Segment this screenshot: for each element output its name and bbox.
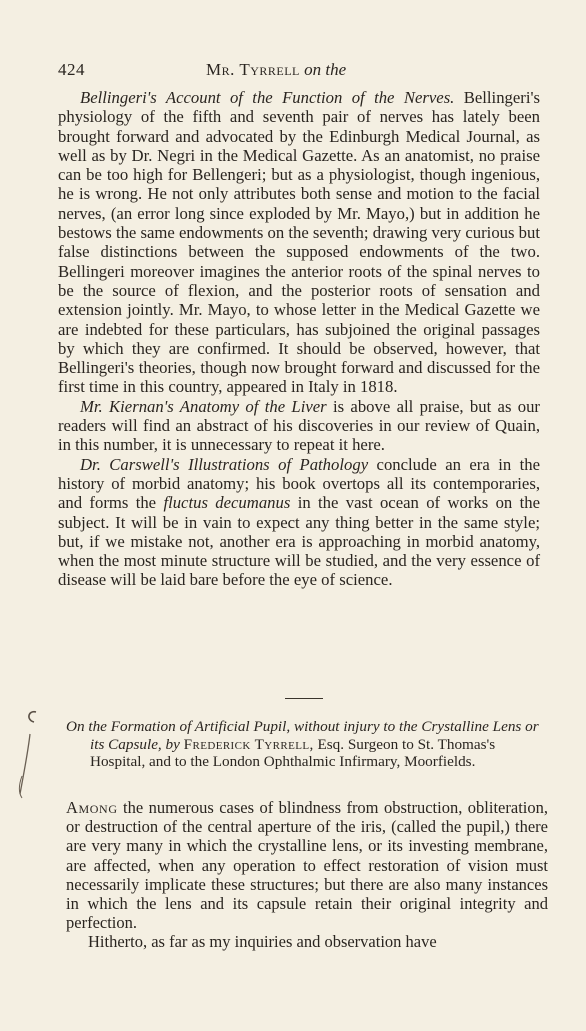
article-title: On the Formation of Artificial Pupil, without injury to the Crystalline Lens or its Capsule, by bbox=[66, 718, 539, 753]
article-author-affiliation: Esq. Surgeon to St. Thomas's Hospital, and to the London Ophthalmic Infirmary, Moorfields. bbox=[90, 735, 496, 771]
article-author: Frederick Tyrrell, bbox=[183, 735, 314, 753]
article-paragraph bbox=[66, 798, 548, 932]
article-citation bbox=[66, 718, 548, 771]
paragraph-lead: Mr. Kiernan's Anatomy of the Liver bbox=[80, 396, 327, 416]
paragraph-text: Hitherto, as far as my inquiries and observation have bbox=[88, 932, 437, 952]
review-notices bbox=[58, 88, 540, 590]
paragraph-text: in the vast ocean of works on the subject. It will be in vain to expect any thing better in the same style; but, if we mistake not, another era is approaching in morbid anatomy, when the most minute structure will be studied, and the very essence of disease will be laid bare before the eye of science. bbox=[58, 493, 540, 590]
article-body bbox=[66, 798, 548, 952]
paragraph-bellingeri bbox=[58, 88, 540, 397]
paragraph-carswell bbox=[58, 455, 540, 590]
paragraph-lead-caps: Among bbox=[66, 798, 118, 817]
running-title-name: Mr. Tyrrell bbox=[206, 60, 300, 79]
running-title bbox=[206, 60, 346, 80]
paragraph-text: is above all praise, but as our readers will find an abstract of his discoveries in our review of Quain, in this number, it is unnecessary to repeat it here. bbox=[58, 396, 540, 455]
paragraph-text: conclude an era in the history of morbid anatomy; his book overtops all its contemporaries, and forms the bbox=[58, 454, 540, 513]
paragraph-lead: Bellingeri's Account of the Function of the Nerves. bbox=[80, 88, 455, 107]
article-heading bbox=[66, 718, 548, 771]
running-title-suffix: on the bbox=[304, 60, 347, 79]
paragraph-text: the numerous cases of blindness from obstruction, obliteration, or destruction of the central aperture of the iris, (called the pupil,) there are very many in which the crystalline lens, or its investing membrane, are affected, when any operation to effect restoration of vision must necessarily implicate these structures; but there are also many instances in which the lens and its capsule retain their original integrity and perfection. bbox=[66, 798, 548, 933]
paragraph-kiernan bbox=[58, 397, 540, 455]
page-number: 424 bbox=[58, 60, 85, 79]
article-paragraph bbox=[66, 932, 548, 951]
running-header bbox=[58, 60, 548, 84]
paragraph-text: Bellingeri's physiology of the fifth and seventh pair of nerves has lately been brought forward and advocated by the Edinburgh Medical Journal, as well as by Dr. Negri in the Medical Gazette. As an anatomist, no praise can be too high for Bellengeri; but as a physiologist, though ingenious, he is wrong. He not only attributes both sense and motion to the facial nerves, (an error long since exploded by Mr. Mayo,) but in addition he bestows the same endowments on the seventh; drawing very curious but false distinctions between the supposed endowments of the two. Bellingeri moreover imagines the anterior roots of the spinal nerves to be the source of flexion, and the posterior roots of sensation and extension jointly. Mr. Mayo, to whose letter in the Medical Gazette we are indebted for these particulars, has subjoined the original passages by which they are confirmed. It should be observed, however, that Bellingeri's theories, though now brought forward and discussed for the first time in this country, appeared in Italy in 1818. bbox=[58, 88, 540, 397]
handwritten-margin-mark bbox=[10, 706, 44, 802]
paragraph-lead: Dr. Carswell's Illustrations of Pathology bbox=[80, 454, 369, 474]
section-divider bbox=[285, 698, 323, 699]
paragraph-italic-phrase: fluctus decumanus bbox=[163, 493, 291, 513]
